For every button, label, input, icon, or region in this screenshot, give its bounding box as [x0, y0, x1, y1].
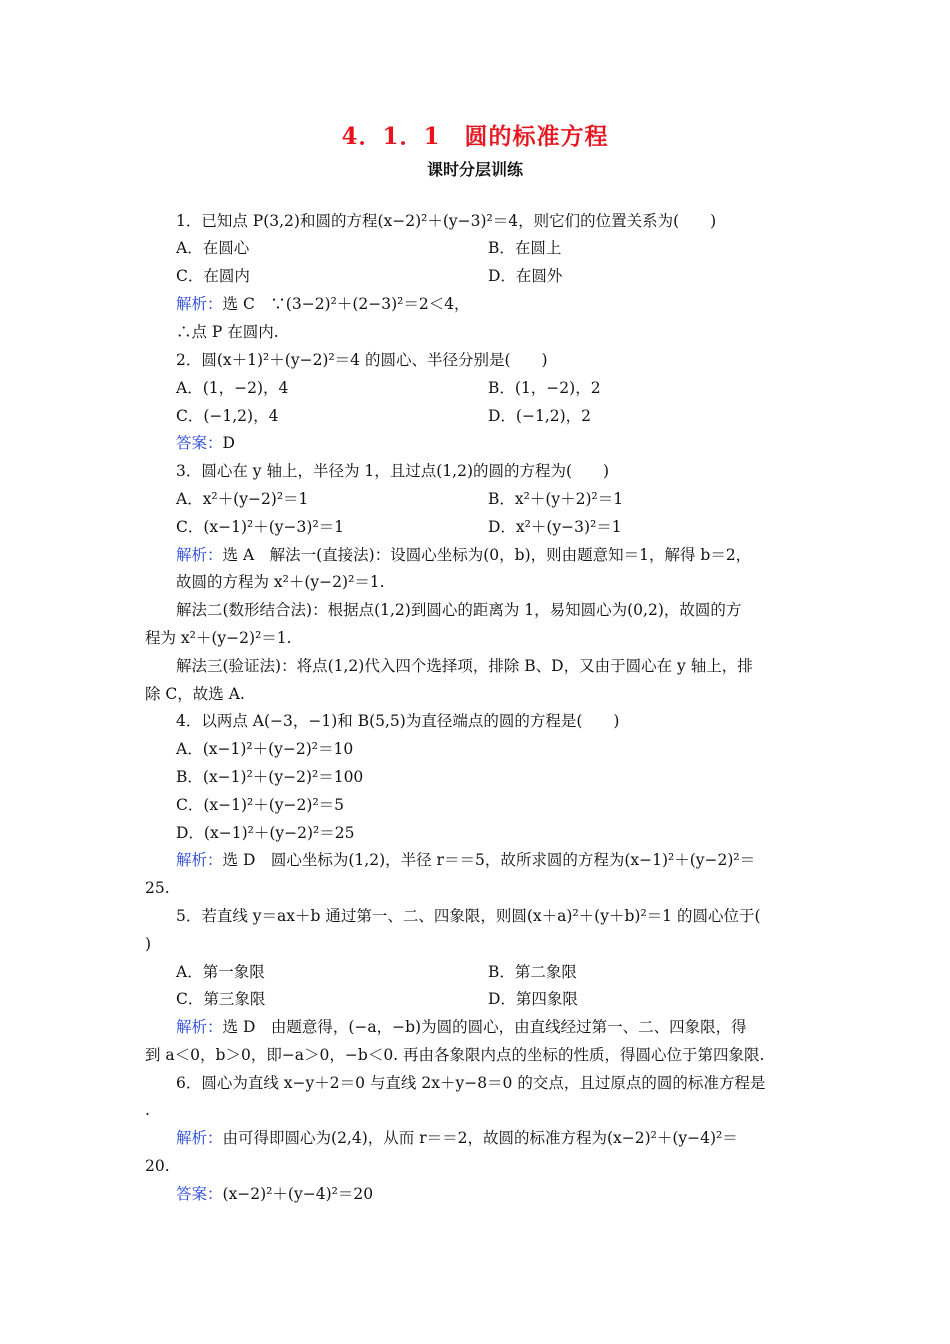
- text-line: [176, 1128, 738, 1148]
- line-text: D．第四象限: [488, 990, 578, 1008]
- text-line: [176, 461, 609, 481]
- line-text: A．在圆心: [176, 239, 250, 257]
- text-line: [145, 1100, 150, 1120]
- text-line: [145, 1045, 764, 1065]
- text-line: [176, 294, 470, 314]
- line-text: D．在圆外: [488, 267, 563, 285]
- line-text: 解法三(验证法)：将点(1,2)代入四个选择项，排除 B、D，又由于圆心在 y 轴上，排: [176, 657, 753, 675]
- line-text: 6．圆心为直线 x−y＋2＝0 与直线 2x＋y−8＝0 的交点，且过原点的圆的标准方程是: [176, 1074, 766, 1092]
- line-text: 故圆的方程为 x²＋(y−2)²＝1.: [176, 573, 385, 591]
- text-line: [176, 350, 548, 370]
- text-line: [176, 238, 249, 258]
- line-text: 3．圆心在 y 轴上，半径为 1，且过点(1,2)的圆的方程为( ): [176, 462, 610, 480]
- line-text: 1．已知点 P(3,2)和圆的方程(x−2)²＋(y−3)²＝4，则它们的位置关系为( ): [176, 212, 717, 230]
- line-text: A．(1，−2)，4: [176, 379, 289, 397]
- line-text: D: [222, 434, 235, 452]
- text-line: [176, 378, 288, 398]
- text-line: [176, 517, 344, 537]
- line-text: 5．若直线 y＝ax＋b 通过第一、二、四象限，则圆(x＋a)²＋(y＋b)²＝1 的圆心位于(: [176, 907, 761, 925]
- text-line: [488, 962, 577, 982]
- line-text: ∴点 P 在圆内.: [176, 323, 279, 341]
- text-line: [176, 1073, 765, 1093]
- line-text: B．在圆上: [488, 239, 562, 257]
- text-line: [145, 934, 151, 954]
- line-text: B．第二象限: [488, 963, 577, 981]
- text-line: [176, 406, 278, 426]
- line-text: ): [145, 935, 152, 953]
- line-text: 2．圆(x＋1)²＋(y−2)²＝4 的圆心、半径分别是( ): [176, 351, 548, 369]
- line-text: 4．以两点 A(−3，−1)和 B(5,5)为直径端点的圆的方程是( ): [176, 712, 620, 730]
- text-line: [176, 906, 761, 926]
- text-line: [176, 767, 363, 787]
- line-text: 25.: [145, 879, 170, 897]
- line-text: 除 C，故选 A.: [145, 685, 245, 703]
- text-line: [176, 1184, 373, 1204]
- line-text: 选 A 解法一(直接法)：设圆心坐标为(0，b)，则由题意知＝1，解得 b＝2，: [222, 546, 752, 564]
- answer-label: 答案：: [176, 434, 223, 452]
- line-text: A．第一象限: [176, 963, 265, 981]
- text-line: [488, 489, 623, 509]
- text-line: [176, 433, 235, 453]
- answer-label: 解析：: [176, 546, 223, 564]
- text-line: [488, 378, 601, 398]
- line-text: 选 C ∵(3−2)²＋(2−3)²＝2＜4，: [222, 295, 470, 313]
- line-text: C．第三象限: [176, 990, 266, 1008]
- text-line: [176, 739, 353, 759]
- text-line: [176, 545, 751, 565]
- line-text: 选 D 圆心坐标为(1,2)，半径 r＝＝5，故所求圆的方程为(x−1)²＋(y−2)²＝: [222, 851, 756, 869]
- text-line: [488, 266, 562, 286]
- line-text: (x−2)²＋(y−4)²＝20: [222, 1185, 374, 1203]
- line-text: C．在圆内: [176, 267, 250, 285]
- line-text: B．(x−1)²＋(y−2)²＝100: [176, 768, 364, 786]
- answer-label: 解析：: [176, 295, 223, 313]
- text-line: [488, 989, 578, 1009]
- text-line: [176, 1017, 747, 1037]
- text-line: [176, 322, 279, 342]
- text-line: [176, 266, 250, 286]
- page-title: 4．1．1 圆的标准方程: [341, 123, 609, 150]
- text-line: [488, 406, 591, 426]
- line-text: B．(1，−2)，2: [488, 379, 601, 397]
- line-text: 程为 x²＋(y−2)²＝1.: [145, 629, 292, 647]
- text-line: [488, 238, 561, 258]
- text-line: [176, 962, 265, 982]
- line-text: D．(x−1)²＋(y−2)²＝25: [176, 824, 355, 842]
- page-subtitle: 课时分层训练: [426, 160, 523, 179]
- text-line: [176, 711, 619, 731]
- text-line: [145, 684, 245, 704]
- answer-label: 答案：: [176, 1185, 223, 1203]
- line-text: C．(x−1)²＋(y−2)²＝5: [176, 796, 345, 814]
- line-text: 20.: [145, 1157, 170, 1175]
- answer-label: 解析：: [176, 1018, 223, 1036]
- text-line: [176, 572, 385, 592]
- text-line: [176, 211, 716, 231]
- line-text: 解法二(数形结合法)：根据点(1,2)到圆心的距离为 1，易知圆心为(0,2)，故圆的方: [176, 601, 742, 619]
- text-line: [145, 878, 170, 898]
- text-line: [145, 628, 292, 648]
- line-text: 由可得即圆心为(2,4)，从而 r＝＝2，故圆的标准方程为(x−2)²＋(y−4)²＝: [222, 1129, 738, 1147]
- line-text: 到 a＜0，b＞0，即−a＞0，−b＜0. 再由各象限内点的坐标的性质，得圆心位于第四象限.: [145, 1046, 765, 1064]
- line-text: C．(x−1)²＋(y−3)²＝1: [176, 518, 345, 536]
- line-text: C．(−1,2)，4: [176, 407, 279, 425]
- line-text: D．(−1,2)，2: [488, 407, 592, 425]
- answer-label: 解析：: [176, 851, 223, 869]
- line-text: A．(x−1)²＋(y−2)²＝10: [176, 740, 354, 758]
- line-text: .: [145, 1101, 150, 1119]
- text-line: [176, 795, 344, 815]
- text-line: [176, 489, 308, 509]
- text-line: [176, 989, 265, 1009]
- line-text: 选 D 由题意得，(−a，−b)为圆的圆心，由直线经过第一、二、四象限，得: [222, 1018, 747, 1036]
- answer-label: 解析：: [176, 1129, 223, 1147]
- text-line: [176, 850, 755, 870]
- line-text: A．x²＋(y−2)²＝1: [176, 490, 309, 508]
- line-text: B．x²＋(y＋2)²＝1: [488, 490, 624, 508]
- text-line: [176, 823, 354, 843]
- text-line: [176, 600, 741, 620]
- text-line: [488, 517, 622, 537]
- text-line: [145, 1156, 170, 1176]
- line-text: D．x²＋(y−3)²＝1: [488, 518, 622, 536]
- text-line: [176, 656, 753, 676]
